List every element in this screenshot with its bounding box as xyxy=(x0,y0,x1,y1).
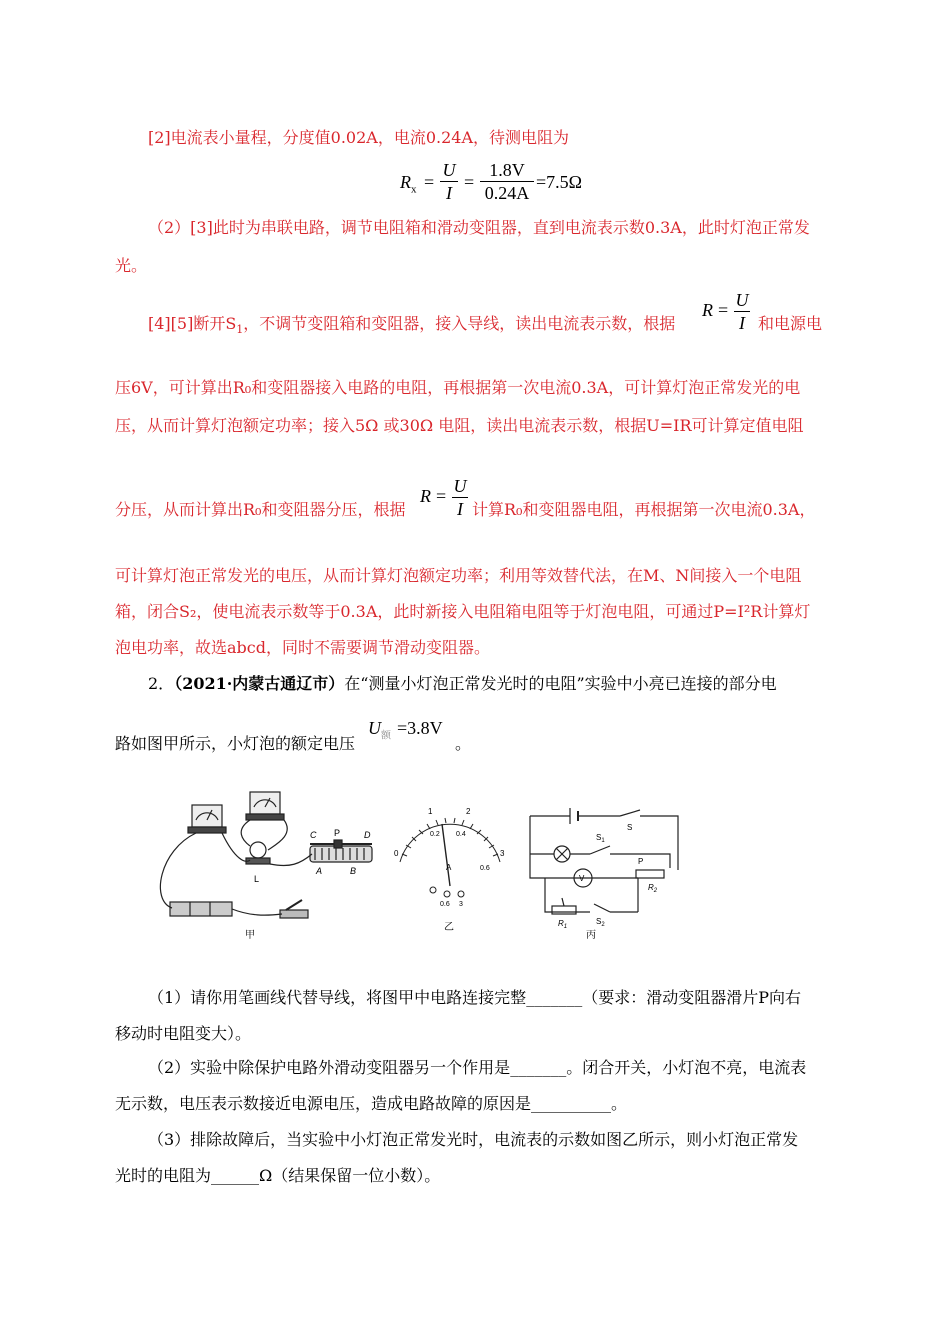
label-S1: $S_1$ xyxy=(596,833,605,844)
formula-u-over-i: U I xyxy=(440,160,458,203)
formula-result: =7.5Ω xyxy=(536,172,583,192)
answer-p4-line5: 可计算灯泡正常发光的电压，从而计算灯泡额定功率；利用等效替代法，在M、N间接入一个电阻 xyxy=(115,566,802,585)
subq-3-blank[interactable]: ______ xyxy=(211,1166,260,1185)
label-L: L xyxy=(254,874,260,884)
label-S: S xyxy=(627,823,633,832)
subq-1-line1: （1）请你用笔画线代替导线，将图甲中电路连接完整_______（要求：滑动变阻器滑片P向右 xyxy=(148,988,801,1007)
range-3: 3 xyxy=(459,901,463,908)
answer-p4-line2: 压6V，可计算出R₀和变阻器接入电路的电阻，再根据第一次电流0.3A，可计算灯泡正常发光的电 xyxy=(115,378,801,397)
voltmeter-jia xyxy=(246,792,284,820)
label-A: A xyxy=(316,866,323,876)
subq-3-line1: （3）排除故障后，当实验中小灯泡正常发光时，电流表的示数如图乙所示，则小灯泡正常发 xyxy=(148,1130,799,1149)
tick-0: 0 xyxy=(394,849,399,858)
answer-p4-line4-a: 分压，从而计算出R₀和变阻器分压，根据 xyxy=(115,500,406,519)
answer-p4-line3: 压，从而计算灯泡额定功率；接入5Ω 或30Ω 电阻，读出电流表示数，根据U=IR可计算定值电阻 xyxy=(115,416,804,435)
answer-p4-line6: 箱，闭合S₂，使电流表示数等于0.3A，此时新接入电阻箱电阻等于灯泡电阻，可通过P=I²R计算灯 xyxy=(115,602,811,621)
subq-3-line2: 光时的电阻为______Ω（结果保留一位小数）。 xyxy=(115,1166,441,1185)
rated-voltage: $U_额 =3.8V$ xyxy=(368,718,443,742)
answer-p4-line1: [4][5]断开$S_1$，不调节变阻箱和变阻器，接入导线，读出电流表示数，根据 xyxy=(148,314,676,337)
subq-1-line2: 移动时电阻变大）。 xyxy=(115,1024,252,1043)
r2-resistor xyxy=(636,870,664,878)
rheostat xyxy=(310,840,372,862)
subq-2-line2: 无示数，电压表示数接近电源电压，造成电路故障的原因是__________。 xyxy=(115,1094,628,1113)
label-P-bing: P xyxy=(638,857,644,866)
caption-yi: 乙 xyxy=(444,922,454,933)
battery-pack xyxy=(170,902,232,916)
subq-1-blank[interactable]: _______ xyxy=(526,988,583,1007)
tick-04: 0.4 xyxy=(456,831,466,838)
outer-loop xyxy=(530,810,678,912)
dial-arc xyxy=(400,824,500,862)
formula-r-u-over-i-1: R = U I xyxy=(702,290,749,333)
tick-02: 0.2 xyxy=(430,831,440,838)
answer-p4-line7: 泡电功率，故选abcd，同时不需要调节滑动变阻器。 xyxy=(115,638,490,657)
tick-06: 0.6 xyxy=(480,865,490,872)
label-S2: $S_2$ xyxy=(596,917,605,928)
formula-values: 1.8V 0.24A xyxy=(480,160,534,203)
figure-yi xyxy=(400,818,500,897)
formula-r-u-over-i-2: R = U I xyxy=(420,476,467,519)
formula-eq2: = xyxy=(464,172,475,192)
label-B: B xyxy=(350,866,357,876)
formula-rx: $R_x$ xyxy=(400,172,417,196)
label-C: C xyxy=(310,830,317,840)
r1-resistor xyxy=(552,906,576,914)
caption-jia: 甲 xyxy=(245,930,255,941)
answer-p3-line1: （2）[3]此时为串联电路，调节电阻箱和滑动变阻器，直到电流表示数0.3A，此时灯泡正常发 xyxy=(148,218,810,237)
question-2-line2: 路如图甲所示，小灯泡的额定电压 xyxy=(115,734,356,753)
terminal-3 xyxy=(458,891,464,897)
answer-p2-intro: [2]电流表小量程，分度值0.02A，电流0.24A，待测电阻为 xyxy=(148,128,570,147)
question-2-line2-end: 。 xyxy=(455,734,472,753)
tick-1: 1 xyxy=(428,807,433,816)
label-R1: $R_1$ xyxy=(558,919,568,930)
tick-2: 2 xyxy=(466,807,471,816)
question-2-line1: 2．（2021·内蒙古通辽市）在“测量小灯泡正常发光时的电阻”实验中小亮已连接的部分电 xyxy=(148,674,777,693)
terminal-06 xyxy=(444,891,450,897)
range-06: 0.6 xyxy=(440,901,450,908)
answer-p4-line1-end: 和电源电 xyxy=(758,314,823,333)
formula-eq1: = xyxy=(424,172,435,192)
terminal-minus xyxy=(430,887,436,893)
subq-2-blank1[interactable]: _______ xyxy=(510,1058,567,1077)
label-P: P xyxy=(334,828,341,838)
figure-jia xyxy=(160,792,372,918)
dial-needle xyxy=(442,824,450,886)
label-D: D xyxy=(364,830,371,840)
label-R2: $R_2$ xyxy=(648,883,658,894)
figure-bing xyxy=(530,808,678,914)
circuit-figures xyxy=(150,790,690,945)
subq-2-blank2[interactable]: __________ xyxy=(531,1094,612,1113)
meter-A-label: A xyxy=(446,863,452,872)
label-V: V xyxy=(579,874,585,883)
tick-3: 3 xyxy=(500,849,505,858)
caption-bing: 丙 xyxy=(586,930,596,941)
answer-p3-line2: 光。 xyxy=(115,256,148,275)
answer-p4-line4-b: 计算R₀和变阻器电阻，再根据第一次电流0.3A， xyxy=(472,500,816,519)
resistance-formula xyxy=(400,160,620,206)
switch-jia xyxy=(280,900,308,918)
ammeter-jia xyxy=(188,805,226,833)
subq-2-line1: （2）实验中除保护电路外滑动变阻器另一个作用是_______。闭合开关，小灯泡不亮，电流表 xyxy=(148,1058,807,1077)
